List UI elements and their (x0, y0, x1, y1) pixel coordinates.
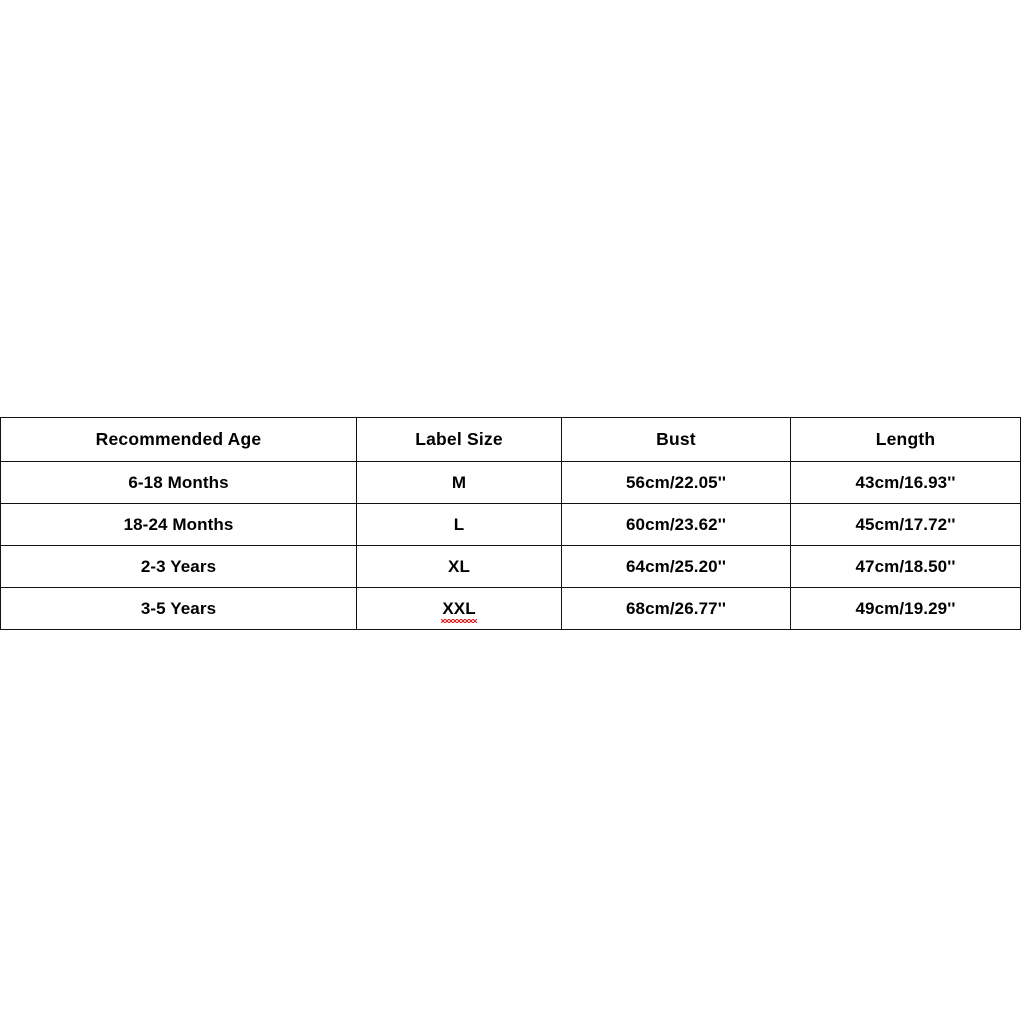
size-chart-container (0, 417, 1022, 630)
cell-recommended-age: 6-18 Months (1, 462, 357, 504)
table-header (1, 418, 1021, 462)
column-header-bust: Bust (562, 418, 791, 462)
cell-bust: 64cm/25.20'' (562, 546, 791, 588)
cell-label-size: L (357, 504, 562, 546)
column-header-length: Length (791, 418, 1021, 462)
cell-label-size (357, 588, 562, 630)
cell-recommended-age: 3-5 Years (1, 588, 357, 630)
table-row (1, 546, 1021, 588)
size-chart-table (0, 417, 1021, 630)
column-header-label-size: Label Size (357, 418, 562, 462)
cell-label-size-text: XXL (442, 598, 476, 618)
cell-recommended-age: 18-24 Months (1, 504, 357, 546)
table-body (1, 462, 1021, 630)
cell-label-size: M (357, 462, 562, 504)
cell-length: 45cm/17.72'' (791, 504, 1021, 546)
cell-length: 49cm/19.29'' (791, 588, 1021, 630)
cell-length: 47cm/18.50'' (791, 546, 1021, 588)
cell-length: 43cm/16.93'' (791, 462, 1021, 504)
column-header-recommended-age: Recommended Age (1, 418, 357, 462)
table-row (1, 504, 1021, 546)
cell-label-size: XL (357, 546, 562, 588)
cell-recommended-age: 2-3 Years (1, 546, 357, 588)
cell-bust: 56cm/22.05'' (562, 462, 791, 504)
cell-bust: 60cm/23.62'' (562, 504, 791, 546)
table-header-row (1, 418, 1021, 462)
cell-bust: 68cm/26.77'' (562, 588, 791, 630)
table-row (1, 588, 1021, 630)
table-row (1, 462, 1021, 504)
